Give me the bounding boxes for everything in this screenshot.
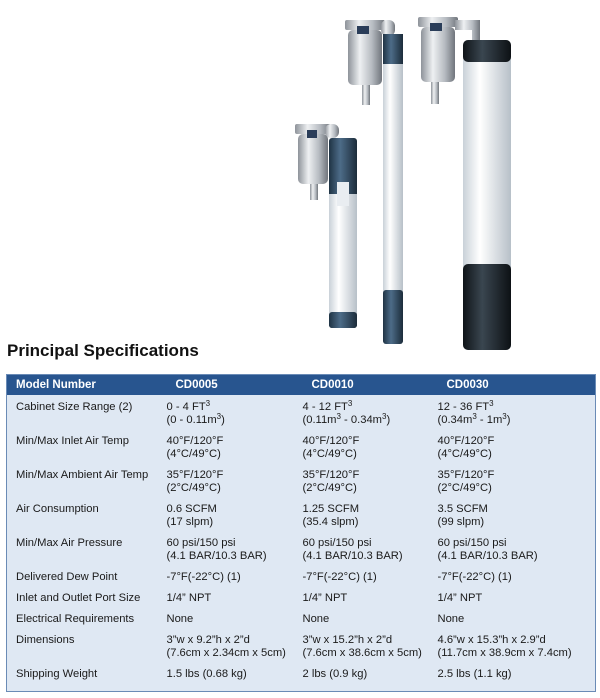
row-label: Min/Max Inlet Air Temp <box>16 435 129 447</box>
table-cell: 3.5 SCFM (99 slpm) <box>437 503 488 528</box>
cd0030-unit <box>418 17 511 350</box>
table-row <box>7 668 596 692</box>
table-cell: 60 psi/150 psi (4.1 BAR/10.3 BAR) <box>166 537 267 562</box>
table-cell: 40°F/120°F (4°C/49°C) <box>302 435 360 460</box>
table-cell: 0.6 SCFM (17 slpm) <box>166 503 217 528</box>
table-cell: None <box>302 613 330 625</box>
row-label: Inlet and Outlet Port Size <box>16 592 141 604</box>
table-cell: 3”w x 15.2”h x 2”d (7.6cm x 38.6cm x 5cm) <box>302 634 422 659</box>
table-cell: 40°F/120°F (4°C/49°C) <box>166 435 224 460</box>
table-header-row <box>7 375 596 396</box>
row-label: Dimensions <box>16 634 75 646</box>
table-row <box>7 435 596 469</box>
table-cell: 35°F/120°F (2°C/49°C) <box>302 469 360 494</box>
row-label: Min/Max Ambient Air Temp <box>16 469 149 481</box>
table-row <box>7 592 596 613</box>
table-cell: 35°F/120°F (2°C/49°C) <box>437 469 495 494</box>
table-cell: 1/4” NPT <box>437 592 483 604</box>
column-header: Model Number <box>7 375 167 396</box>
column-header: CD0030 <box>438 375 596 396</box>
table-cell: 60 psi/150 psi (4.1 BAR/10.3 BAR) <box>302 537 403 562</box>
column-header: CD0010 <box>303 375 438 396</box>
specifications-table <box>6 374 596 692</box>
table-cell: None <box>166 613 194 625</box>
table-cell: 1/4” NPT <box>166 592 212 604</box>
row-label: Air Consumption <box>16 503 99 515</box>
table-cell: 4 - 12 $FT^3$ $(0.11m^3 - 0.34m^3)$ <box>302 399 391 426</box>
cd0005-unit <box>295 124 357 328</box>
page-title: Principal Specifications <box>7 341 199 360</box>
row-label: Shipping Weight <box>16 668 98 680</box>
table-row <box>7 469 596 503</box>
product-photo <box>285 12 535 352</box>
table-cell: 1.5 lbs (0.68 kg) <box>166 668 247 680</box>
table-row <box>7 503 596 537</box>
table-cell: -7°F(-22°C) (1) <box>166 571 241 583</box>
table-row <box>7 634 596 668</box>
table-cell: 60 psi/150 psi (4.1 BAR/10.3 BAR) <box>437 537 538 562</box>
row-label: Delivered Dew Point <box>16 571 118 583</box>
table-cell: 0 - 4 $FT^3$ $(0 - 0.11m^3)$ <box>166 399 225 426</box>
table-row <box>7 571 596 592</box>
table-cell: 4.6”w x 15.3”h x 2.9”d (11.7cm x 38.9cm x 7.4cm) <box>437 634 572 659</box>
row-label: Min/Max Air Pressure <box>16 537 123 549</box>
row-label: Cabinet Size Range (2) <box>16 401 133 413</box>
table-cell: 3”w x 9.2”h x 2”d (7.6cm x 2.34cm x 5cm) <box>166 634 286 659</box>
table-cell: 1.25 SCFM (35.4 slpm) <box>302 503 360 528</box>
table-row <box>7 395 596 435</box>
table-cell: 1/4” NPT <box>302 592 348 604</box>
table-row <box>7 537 596 571</box>
table-cell: None <box>437 613 465 625</box>
table-cell: 2.5 lbs (1.1 kg) <box>437 668 512 680</box>
column-header: CD0005 <box>167 375 303 396</box>
table-cell: 2 lbs (0.9 kg) <box>302 668 368 680</box>
table-row <box>7 613 596 634</box>
table-cell: 12 - 36 $FT^3$ $(0.34m^3 - 1m^3)$ <box>437 399 511 426</box>
table-cell: 35°F/120°F (2°C/49°C) <box>166 469 224 494</box>
table-cell: -7°F(-22°C) (1) <box>302 571 377 583</box>
table-cell: 40°F/120°F (4°C/49°C) <box>437 435 495 460</box>
row-label: Electrical Requirements <box>16 613 135 625</box>
table-cell: -7°F(-22°C) (1) <box>437 571 512 583</box>
